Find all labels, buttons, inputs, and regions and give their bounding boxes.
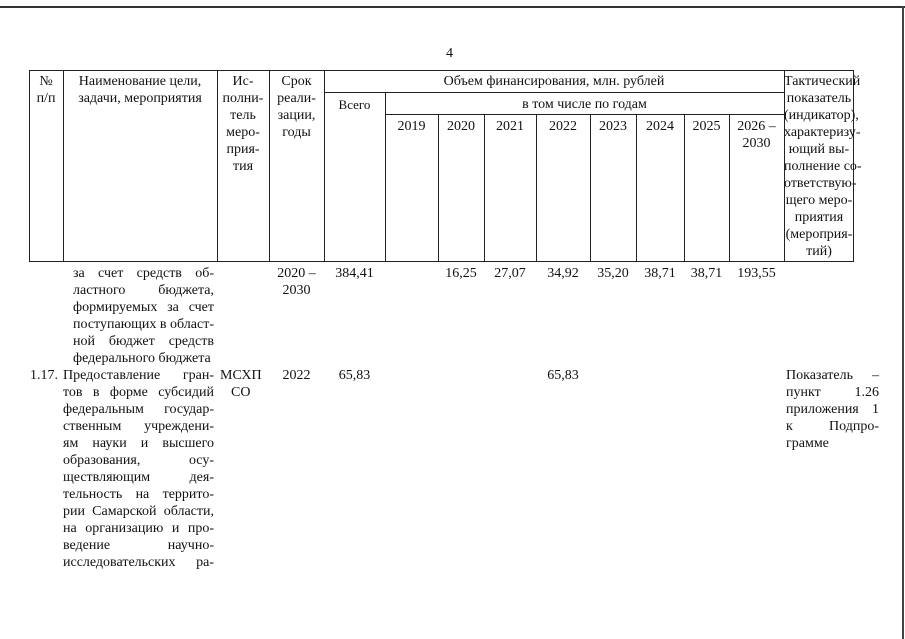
row2-total: 65,83	[338, 368, 371, 383]
header-term-line1: Срок	[281, 74, 312, 89]
row2-name-line3: федеральным государ-	[63, 402, 214, 417]
header-year-2024: 2024	[646, 119, 674, 134]
header-year-2021: 2021	[496, 119, 524, 134]
header-indicator-line6: полнение со-	[784, 159, 862, 174]
row1-2024: 38,71	[644, 266, 676, 281]
header-year-2026-line1: 2026 –	[737, 119, 776, 134]
row1-total: 384,41	[335, 266, 374, 281]
row1-name-line4: поступающих в област-	[73, 317, 215, 332]
row1-name-line1: за счет средств об-	[73, 266, 214, 281]
row2-exec-line1: МСХП	[220, 368, 262, 383]
row1-2026-2030: 193,55	[737, 266, 776, 281]
scan-right-border	[902, 6, 904, 639]
row2-indicator-line1: Показатель –	[786, 368, 879, 383]
row1-2021: 27,07	[494, 266, 526, 281]
row2-name-line8: тельность на террито-	[63, 487, 214, 502]
row2-name-line10: на организацию и про-	[63, 521, 214, 536]
row2-exec-line2: СО	[231, 385, 251, 400]
header-exec-line4: меро-	[226, 125, 260, 140]
header-funding: Объем финансирования, млн. рублей	[443, 74, 665, 89]
row2-2022: 65,83	[547, 368, 579, 383]
scan-top-border	[0, 6, 905, 8]
header-year-2022: 2022	[549, 119, 577, 134]
header-num-line1: №	[39, 74, 53, 89]
header-exec-line5: прия-	[226, 142, 260, 157]
row2-name-line12: исследовательских ра-	[63, 555, 214, 570]
row1-term-line2: 2030	[282, 283, 311, 298]
row1-name-line2: ластного бюджета,	[73, 283, 214, 298]
header-indicator-line7: ответствую-	[784, 176, 857, 191]
row1-2025: 38,71	[690, 266, 723, 281]
header-indicator-line4: характеризу-	[784, 125, 861, 140]
header-term-line2: реали-	[277, 91, 316, 106]
header-indicator-line8: щего меро-	[785, 193, 853, 208]
header-year-2025: 2025	[692, 119, 721, 134]
header-indicator-line11: тий)	[806, 244, 832, 259]
page-number: 4	[446, 46, 453, 61]
row1-2022: 34,92	[547, 266, 579, 281]
header-indicator-line5: ющий вы-	[788, 142, 850, 157]
header-indicator-line10: (мероприя-	[785, 227, 853, 242]
row1-term-line1: 2020 –	[277, 266, 316, 281]
header-indicator-line3: (индикатор),	[784, 108, 859, 123]
header-year-2020: 2020	[447, 119, 475, 134]
row1-name-line6: федерального бюджета	[73, 351, 211, 366]
header-name-line1: Наименование цели,	[78, 74, 202, 89]
row2-name-line4: ственным учреждени-	[63, 419, 214, 434]
row2-indicator-line3: приложения 1	[786, 402, 879, 417]
header-exec-line3: тель	[230, 108, 256, 123]
row1-name-line5: ной бюджет средств	[73, 334, 214, 349]
row2-name-line6: образования, осу-	[63, 453, 214, 468]
header-by-years: в том числе по годам	[522, 97, 647, 112]
row2-indicator-line2: пункт 1.26	[786, 385, 879, 400]
row1-2020: 16,25	[445, 266, 477, 281]
row2-term: 2022	[282, 368, 311, 383]
header-num-line2: п/п	[36, 91, 56, 106]
row2-name-line9: рии Самарской области,	[63, 504, 214, 519]
header-year-2026-line2: 2030	[742, 136, 771, 151]
row2-name-line7: ществляющим дея-	[63, 470, 214, 485]
row2-indicator-line5: грамме	[786, 436, 829, 451]
row2-indicator-line4: к Подпро-	[786, 419, 879, 434]
header-exec-line1: Ис-	[232, 74, 254, 89]
header-indicator-line2: показатель	[786, 91, 852, 106]
header-indicator-line9: приятия	[794, 210, 844, 225]
header-year-2023: 2023	[599, 119, 627, 134]
header-exec-line2: полни-	[222, 91, 264, 106]
row2-num: 1.17.	[30, 368, 58, 383]
row1-name-line3: формируемых за счет	[73, 300, 214, 315]
header-exec-line6: тия	[232, 159, 254, 174]
header-term-line3: зации,	[277, 108, 316, 123]
row2-name-line11: ведение научно-	[63, 538, 214, 553]
header-indicator-line1: Тактический	[784, 74, 861, 89]
row2-name-line2: тов в форме субсидий	[63, 385, 214, 400]
row1-2023: 35,20	[597, 266, 629, 281]
header-total: Всего	[338, 97, 371, 112]
header-term-line4: годы	[282, 125, 311, 140]
row2-name-line5: ям науки и высшего	[63, 436, 214, 451]
header-year-2019: 2019	[397, 119, 426, 134]
header-name-line2: задачи, мероприятия	[78, 91, 202, 106]
row2-name-line1: Предоставление гран-	[63, 368, 214, 383]
